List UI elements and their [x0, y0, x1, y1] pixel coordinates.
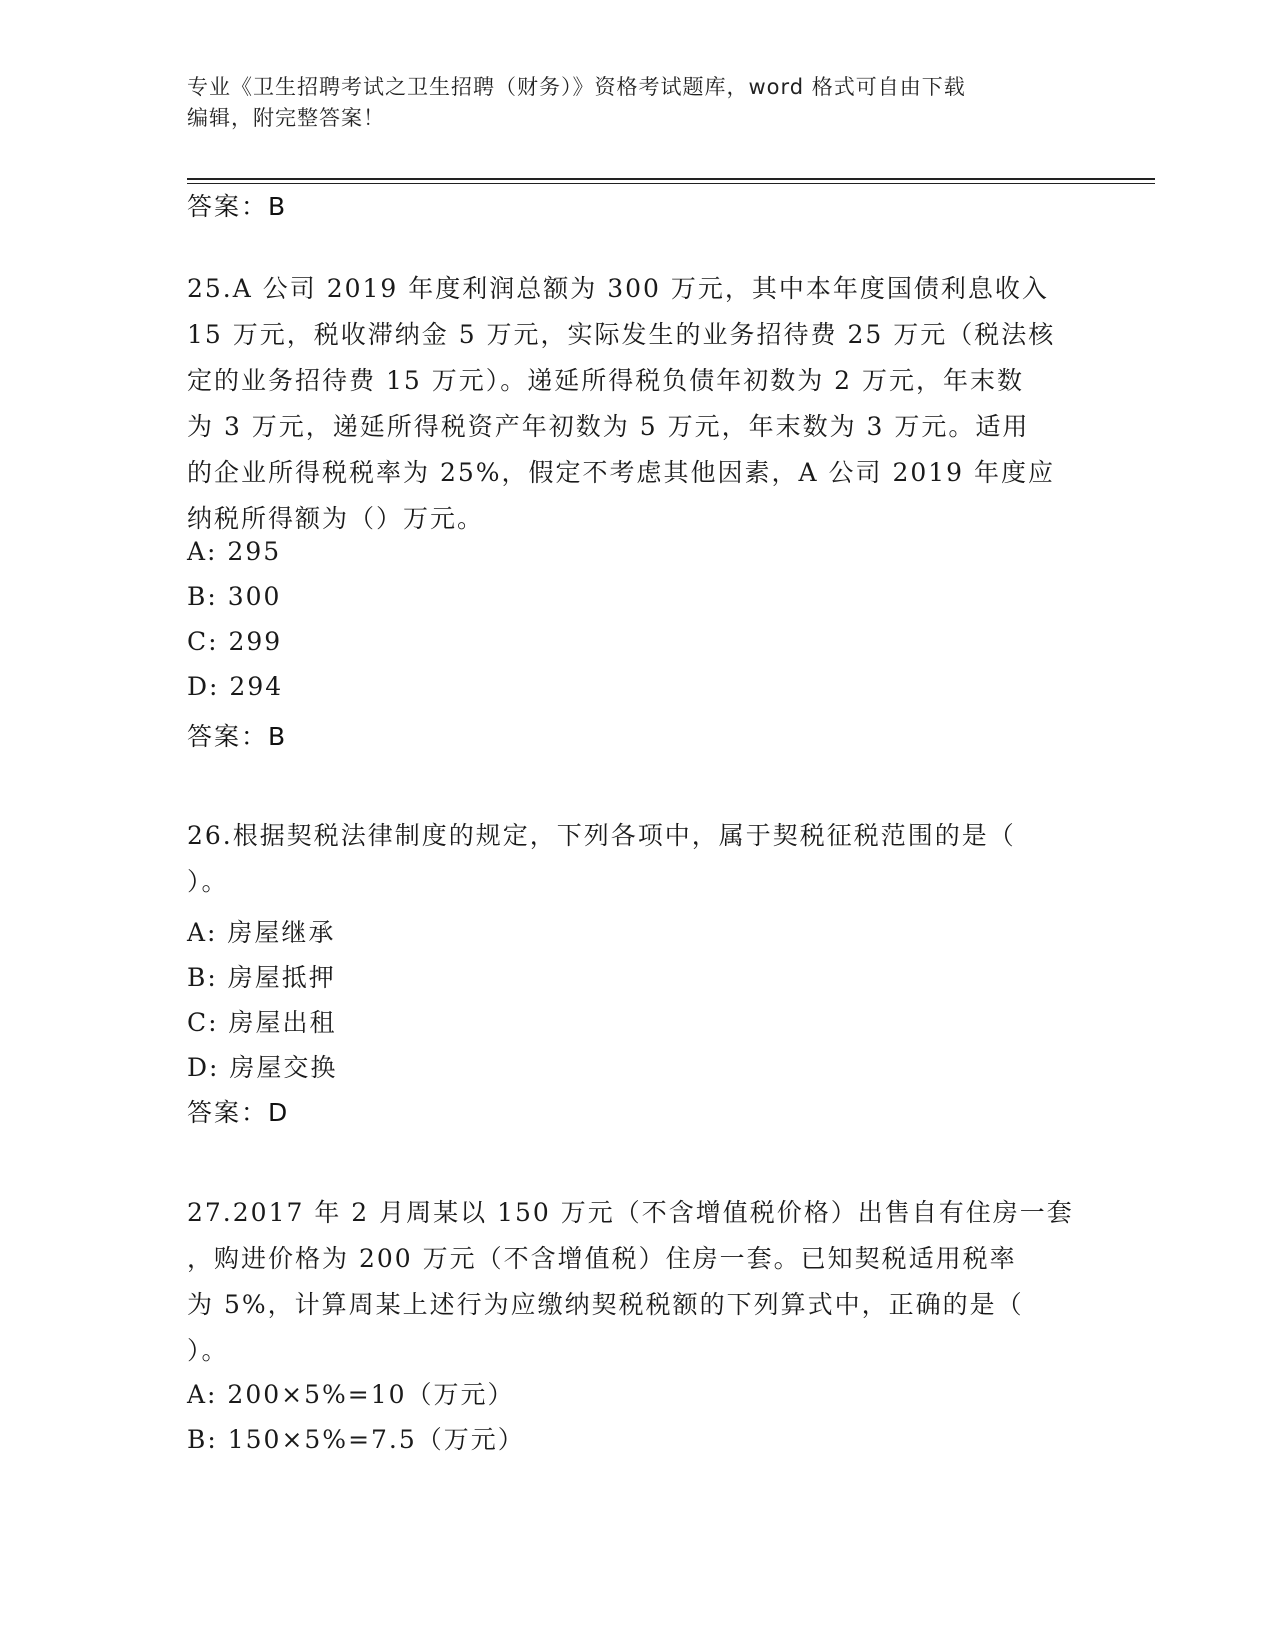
question-26-option-a: A: 房屋继承	[187, 918, 336, 947]
question-25-option-a: A: 295	[187, 537, 282, 566]
question-27-line: ，购进价格为 200 万元（不含增值税）住房一套。已知契税适用税率	[187, 1244, 1017, 1273]
question-27-line: 27.2017 年 2 月周某以 150 万元（不含增值税价格）出售自有住房一套	[187, 1198, 1074, 1227]
question-26-answer: 答案：D	[187, 1098, 290, 1127]
question-26-option-d: D: 房屋交换	[187, 1053, 338, 1082]
answer-previous: 答案：B	[187, 192, 288, 221]
question-25-answer: 答案：B	[187, 722, 288, 751]
question-25	[187, 266, 1087, 542]
question-26-line: ）。	[187, 867, 229, 896]
question-25-option-d: D: 294	[187, 672, 284, 701]
header-divider-thin	[187, 183, 1155, 184]
question-25-line: 为 3 万元，递延所得税资产年初数为 5 万元，年末数为 3 万元。适用	[187, 412, 1030, 441]
question-26	[187, 813, 1087, 905]
question-27-line: ）。	[187, 1336, 229, 1365]
question-26-option-c: C: 房屋出租	[187, 1008, 337, 1037]
question-25-line: 纳税所得额为（）万元。	[187, 504, 485, 533]
question-27-option-a: A: 200×5%=10（万元）	[187, 1380, 515, 1409]
question-26-line: 26.根据契税法律制度的规定，下列各项中，属于契税征税范围的是（	[187, 821, 1016, 850]
question-25-line: 15 万元，税收滞纳金 5 万元，实际发生的业务招待费 25 万元（税法核	[187, 320, 1056, 349]
question-25-line: 25.A 公司 2019 年度利润总额为 300 万元，其中本年度国债利息收入	[187, 274, 1049, 303]
header-line-1: 专业《卫生招聘考试之卫生招聘（财务）》资格考试题库，word 格式可自由下载	[187, 75, 966, 99]
question-26-option-b: B: 房屋抵押	[187, 963, 336, 992]
question-27-line: 为 5%，计算周某上述行为应缴纳契税税额的下列算式中，正确的是（	[187, 1290, 1024, 1319]
header-line-2: 编辑，附完整答案！	[187, 106, 385, 130]
question-25-line: 的企业所得税税率为 25%，假定不考虑其他因素，A 公司 2019 年度应	[187, 458, 1056, 487]
question-27	[187, 1190, 1087, 1374]
header-divider-thick	[187, 178, 1155, 180]
question-27-option-b: B: 150×5%=7.5（万元）	[187, 1425, 525, 1454]
question-25-option-c: C: 299	[187, 627, 283, 656]
question-25-option-b: B: 300	[187, 582, 282, 611]
question-25-line: 定的业务招待费 15 万元）。递延所得税负债年初数为 2 万元，年末数	[187, 366, 1025, 395]
document-header	[187, 72, 1087, 134]
